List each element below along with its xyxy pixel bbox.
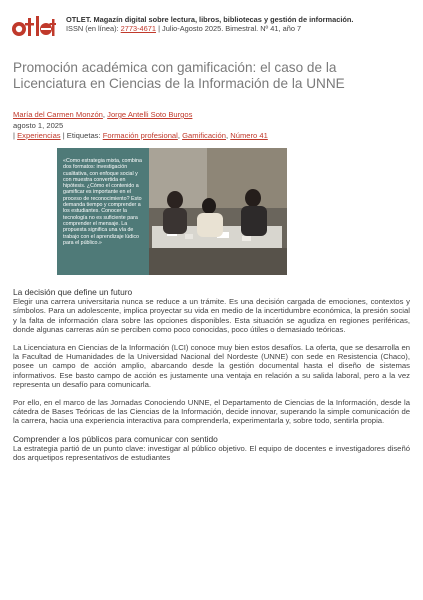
section-heading: Comprender a los públicos para comunicar con sentido: [13, 433, 218, 444]
paragraph: La Licenciatura en Ciencias de la Información (LCI) conoce muy bien estos desafíos. La oferta, que se desarrolla en la Facultad de Humanidades de la Universidad Nacional del Nordeste (UNNE) con sede en Resistencia (Chaco), posee un campo de acción amplio, abarcando desde la gestión documental hasta el diseño de sistemas informativos. Ese basto campo de acción es justamente una ventaja en relación a su salida laboral, pero a la vez representa un desafío para comunicarla.: [13, 342, 410, 390]
section-heading: La decisión que define un futuro: [13, 287, 133, 297]
article-meta: María del Carmen Monzón, Jorge Antelli Soto Burgos agosto 1, 2025 | Experiencias | Etiquetas: Formación profesional, Gamificación, Número 41: [13, 110, 413, 142]
article-image: [57, 148, 287, 275]
issn-link[interactable]: 2773-4671: [120, 24, 156, 33]
tag-link[interactable]: Formación profesional: [102, 131, 178, 140]
otlet-logo[interactable]: [10, 12, 56, 42]
tag-link[interactable]: Número 41: [230, 131, 268, 140]
issue-info: | Julio-Agosto 2025. Bimestral. Nº 41, año 7: [158, 24, 302, 33]
publication-name: OTLET. Magazín digital sobre lectura, libros, bibliotecas y gestión de información.: [66, 15, 354, 24]
paragraph: La estrategia partió de un punto clave: investigar al público objetivo. El equipo de docentes e investigadores diseñó dos arquetipos representativos de estudiantes: [13, 443, 410, 463]
site-header: [10, 12, 415, 48]
tag-link[interactable]: Gamificación: [182, 131, 226, 140]
tags-label: | Etiquetas:: [62, 131, 101, 140]
paragraph: Por ello, en el marco de las Jornadas Conociendo UNNE, el Departamento de Ciencias de la Información, desde la cátedra de Bases Teóricas de las Ciencias de la Información, decide innovar, superando la simple comunicación de la carrera, hacia una experiencia interactiva para comprenderla, experimentarla y, sobre todo, sentirla propia.: [13, 397, 410, 426]
header-info: [66, 15, 353, 33]
publish-date: agosto 1, 2025: [13, 120, 64, 130]
author-link[interactable]: Jorge Antelli Soto Burgos: [107, 110, 193, 119]
issn-label: ISSN (en línea):: [66, 24, 119, 33]
author-link[interactable]: María del Carmen Monzón: [13, 110, 103, 119]
article-title: Promoción académica con gamificación: el caso de la Licenciatura en Ciencias de la Información de la UNNE: [13, 60, 345, 91]
article-body: [13, 287, 410, 471]
category-link[interactable]: Experiencias: [17, 131, 61, 140]
paragraph: Elegir una carrera universitaria nunca se reduce a un trámite. Es una decisión cargada de emociones, contextos y símbolos. Para un adolescente, implica proyectar su vida en medio de la incertidumbre económica, la presión social y la falta de información clara sobre las opciones disponibles. Esta situación se agudiza en regiones periféricas, donde algunas carreras aún se perciben como poco conocidas, poco útiles o demasiado teóricas.: [13, 297, 410, 335]
image-caption: «Como estrategia mixta, combina dos formatos: investigación cualitativa, con enfoque social y con muestra convertida en hipótesis. ¿Cómo el contenido a gamificar es importante en el proceso de reconocimiento? Esto demanda tiempo y comprender a los estudiantes. Conocer la tecnología no es suficiente para comprender el mensaje. La propuesta significa una vía de trabajo con el aprendizaje lúdico para el público.»: [63, 158, 142, 246]
